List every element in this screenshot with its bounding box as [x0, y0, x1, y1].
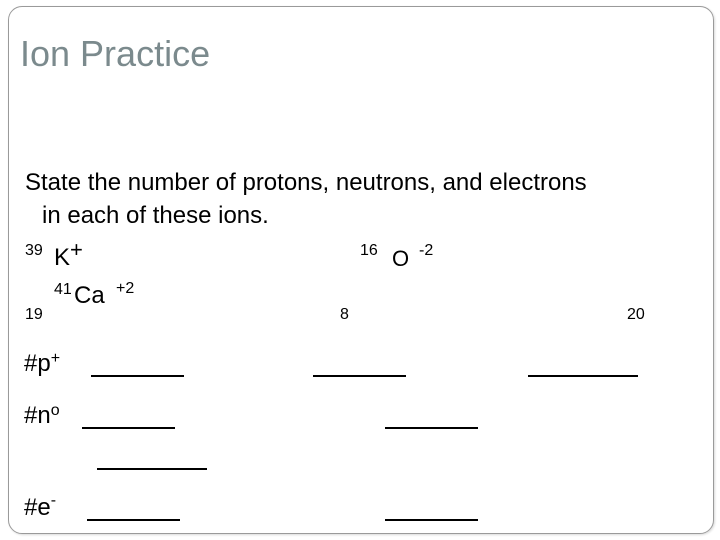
- neutrons-label-base: #n: [24, 402, 51, 429]
- potassium-symbol: K: [54, 244, 71, 271]
- oxygen-atomic-number: 8: [340, 306, 349, 323]
- neutrons-label: [24, 404, 60, 428]
- slide-frame: [8, 6, 714, 534]
- electrons-label: [24, 492, 57, 521]
- oxygen-symbol: O: [392, 246, 410, 271]
- protons-label-base: #p: [24, 350, 51, 377]
- electrons-label-base: #e: [24, 494, 51, 521]
- calcium-atomic-number: 20: [627, 306, 645, 323]
- slide-title: Ion Practice: [20, 33, 211, 74]
- oxygen-neutrons-blank[interactable]: [385, 427, 478, 429]
- protons-label-sup: +: [50, 350, 61, 367]
- oxygen-protons-blank[interactable]: [313, 375, 406, 377]
- instructions-line-1: State the number of protons, neutrons, and electrons: [25, 169, 587, 196]
- potassium-atomic-number: 19: [25, 306, 43, 323]
- calcium-neutrons-blank[interactable]: [97, 468, 207, 470]
- potassium-mass-number: 39: [25, 242, 43, 259]
- electrons-label-sup: -: [50, 492, 57, 509]
- instructions-line-2: in each of these ions.: [42, 202, 269, 229]
- potassium-protons-blank[interactable]: [91, 375, 184, 377]
- calcium-mass-number: 41: [54, 281, 72, 298]
- potassium-neutrons-blank[interactable]: [82, 427, 175, 429]
- calcium-symbol: Ca: [74, 282, 105, 309]
- protons-label: [24, 352, 60, 376]
- calcium-protons-blank[interactable]: [528, 375, 638, 377]
- potassium-charge: +: [70, 237, 83, 262]
- oxygen-charge: -2: [419, 242, 434, 259]
- oxygen-electrons-blank[interactable]: [385, 519, 478, 521]
- neutrons-label-sup: o: [50, 402, 60, 419]
- oxygen-mass-number: 16: [360, 242, 378, 259]
- potassium-electrons-blank[interactable]: [87, 519, 180, 521]
- instructions: [25, 166, 705, 232]
- calcium-charge: +2: [116, 280, 135, 297]
